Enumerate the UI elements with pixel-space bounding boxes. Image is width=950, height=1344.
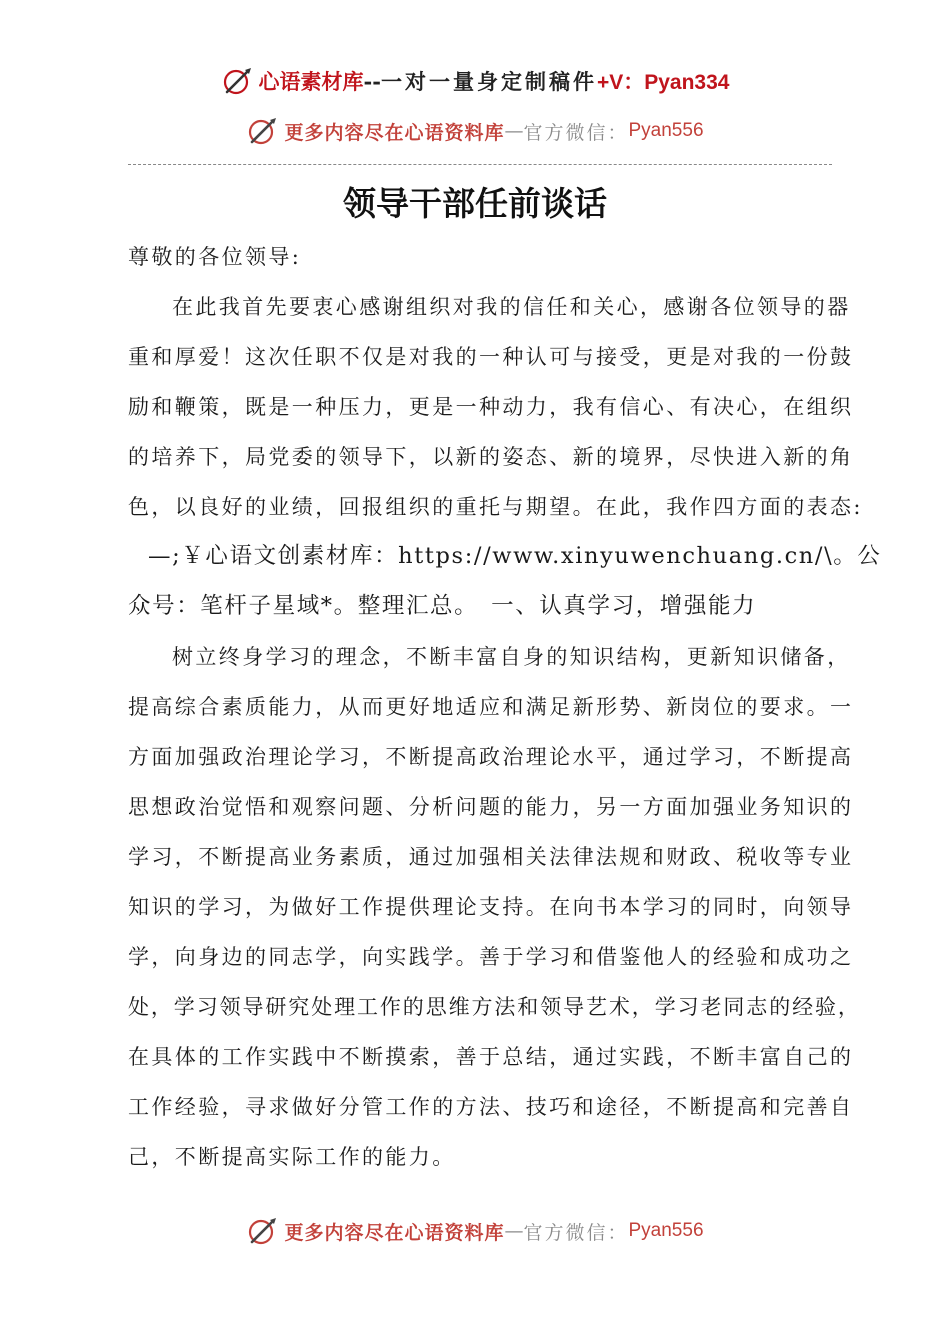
paragraph-line: 励和鞭策，既是一种压力，更是一种动力，我有信心、有决心，在组织	[128, 395, 854, 419]
header-banner	[0, 62, 950, 100]
paragraph-line: 的培养下，局党委的领导下，以新的姿态、新的境界，尽快进入新的角	[128, 445, 854, 469]
pen-logo-icon	[246, 1216, 280, 1246]
salutation: 尊敬的各位领导:	[128, 245, 302, 269]
promo-label: 官方微信：	[523, 1221, 629, 1244]
header-slogan: 一对一量身定制稿件	[380, 70, 597, 94]
brand-name: 心语素材库	[258, 70, 364, 94]
paragraph-line: 学，向身边的同志学，向实践学。善于学习和借鉴他人的经验和成功之	[128, 945, 854, 969]
pen-logo-icon	[221, 66, 255, 96]
paragraph-line: 方面加强政治理论学习，不断提高政治理论水平，通过学习，不断提高	[128, 745, 854, 769]
paragraph-line: 己，不断提高实际工作的能力。	[128, 1145, 456, 1169]
section-heading-line: 众号：笔杆子星域*。整理汇总。 一、认真学习，增强能力	[128, 593, 757, 619]
promo-banner-top	[0, 112, 950, 150]
promo-label: 官方微信：	[523, 121, 629, 144]
paragraph-line: 树立终身学习的理念，不断丰富自身的知识结构，更新知识储备，	[172, 645, 851, 669]
paragraph-line: 提高综合素质能力，从而更好地适应和满足新形势、新岗位的要求。一	[128, 695, 854, 719]
header-divider	[128, 164, 832, 165]
promo-wechat-id: Pyan556	[628, 1220, 704, 1241]
pen-logo-icon	[246, 116, 280, 146]
promo-separator: —	[504, 120, 524, 142]
promo-separator: —	[504, 1220, 524, 1242]
header-dashes: --	[363, 68, 381, 94]
promo-wechat-id: Pyan556	[628, 120, 704, 141]
paragraph-line: 学习，不断提高业务素质，通过加强相关法律法规和财政、税收等专业	[128, 845, 854, 869]
paragraph-line: 思想政治觉悟和观察问题、分析问题的能力，另一方面加强业务知识的	[128, 795, 854, 819]
paragraph-line: 工作经验，寻求做好分管工作的方法、技巧和途径，不断提高和完善自	[128, 1095, 854, 1119]
promo-text: 更多内容尽在心语资料库	[284, 1221, 505, 1244]
promo-banner-bottom	[0, 1212, 950, 1250]
paragraph-line: 色，以良好的业绩，回报组织的重托与期望。在此，我作四方面的表态:	[128, 495, 863, 519]
paragraph-line: 知识的学习，为做好工作提供理论支持。在向书本学习的同时，向领导	[128, 895, 854, 919]
paragraph-line: 在此我首先要衷心感谢组织对我的信任和关心，感谢各位领导的器	[172, 295, 851, 319]
header-contact: +V：Pyan334	[596, 71, 730, 94]
paragraph-line: 重和厚爱！这次任职不仅是对我的一种认可与接受，更是对我的一份鼓	[128, 345, 854, 369]
page-title: 领导干部任前谈话	[343, 184, 607, 223]
paragraph-line: 在具体的工作实践中不断摸索，善于总结，通过实践，不断丰富自己的	[128, 1045, 854, 1069]
promo-text: 更多内容尽在心语资料库	[284, 121, 505, 144]
paragraph-line: 处，学习领导研究处理工作的思维方法和领导艺术，学习老同志的经验，	[128, 995, 861, 1019]
watermark-line: —;￥心语文创素材库：https://www.xinyuwenchuang.cn/\。公	[148, 543, 882, 569]
